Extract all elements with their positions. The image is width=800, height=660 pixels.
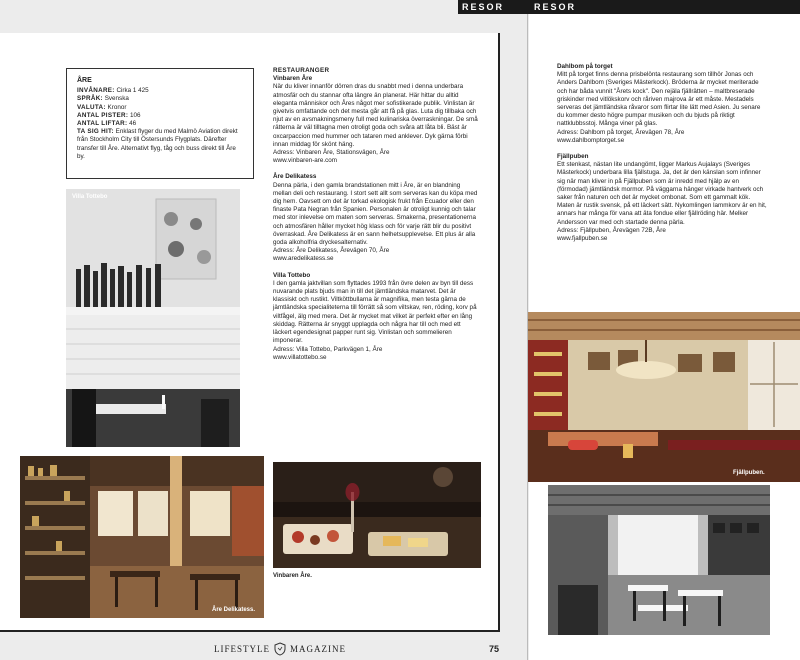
- heading-delikatess: Åre Delikatess: [273, 173, 317, 181]
- fjallpuben-image: [528, 312, 800, 482]
- link-delikatess[interactable]: www.aredelikatess.se: [273, 255, 334, 263]
- fact-row: INVÅNARE: Cirka 1 425: [77, 87, 149, 95]
- link-vinbaren[interactable]: www.vinbaren-are.com: [273, 157, 338, 165]
- page-border-right: [498, 33, 500, 632]
- restaurants-column-middle: [273, 67, 478, 362]
- section-tab-right: RESOR: [530, 0, 800, 14]
- magazine-name-right: MAGAZINE: [290, 644, 346, 654]
- section-tab-left: RESOR: [458, 0, 530, 14]
- heading-dahlbom: Dahlbom på torget: [557, 63, 613, 70]
- photo-villa-tottebo: [66, 189, 240, 447]
- crest-icon: [274, 642, 286, 656]
- caption-are-delikatess: Åre Delikatess.: [212, 607, 256, 613]
- address-dahlbom: Adress: Dahlbom på torget, Årevägen 78, Åre: [557, 128, 685, 136]
- fjallpuben-interior-image: [548, 485, 770, 635]
- body-delikatess: Denna pärla, i den gamla brandstationen mitt i Åre, är en blandning mellan deli och restaurang. I stort sett allt som serveras kan du köpa med dig hem. Oavsett om det är torkad ekologisk frukt från Ecuador eller den finaste Pata Negran från Spanien. Personalen är otroligt kunnig och talar med stor inlevelse om maten som serveras. Smakerna, presentationerna och atmosfären håller mycket hög klass och för varje rätt blir du positivt överraskad. Åre Delikatess är en sann helhetsupplevelse. Ett plus är alla goda alkoholfria dryckesalternativ.: [273, 181, 478, 247]
- photo-are-delikatess: [20, 456, 264, 618]
- heading-fjallpuben: Fjällpuben: [557, 153, 589, 161]
- body-dahlbom: Mitt på torget finns denna prisbelönta restaurang som tillhör Jonas och Anders Dahlbom (Sveriges Mästerkock). Bröderna är mycket meriterade och har båda vunnit "Årets kock". Den rejäla fjällrätten – maltbreserade griskinder med vitlökskorv och råriven majrova är ett måste. Mestadels serveras det jämtländska råvaror som flirtar lite lätt med Asien. Ju senare du kommer desto högre pumpar musiken och du bjuds på riktigt nattklubbsstoj. Många viner på glas.: [557, 71, 761, 128]
- caption-villa-tottebo: Villa Tottebo: [72, 194, 108, 200]
- fact-row: SPRÅK: Svenska: [77, 95, 129, 103]
- photo-fjallpuben-interior: [548, 485, 770, 635]
- body-vinbaren: När du kliver innanför dörren dras du snabbt med i denna underbara atmosfär och du stannar ofta längre än planerat. Här hittar du alltid eleganta människor och Åres något mer sofistikerade publik. Vinlistan är givetvis omfattande och det mesta går att få på glas. Luta dig tillbaka och njut av en avsmakningsmeny full med kulinariska överraskningar. De små rätterna är väl tilltagna men otroligt goda och svåra att låta bli. Bäst är oxcarpaccion med hummer och tataren med anklever. Dyk gärna förbi innan middag för skönt häng.: [273, 83, 478, 148]
- body-tottebo: I den gamla jaktvillan som flyttades 1993 från övre delen av byn till dess nuvarande plats bjuds man in till det jämtländska matarvet. Det är klassiskt och rustikt. Viltköttbullarna är magnifika, men testa gärna de jämtländska specialiteterna till förrätt så som viltskav, ren, röding, korv på viltfågel, älg med mera. Det är mycket mat vilket är perfekt efter en lång skiddag. Rätterna är snyggt upplagda och några har till och med ett läckert egendesignat papper runt sig. Vinlistan och sommelieren imponerar.: [273, 279, 477, 345]
- photo-fjallpuben: [528, 312, 800, 482]
- address-fjallpuben: Adress: Fjällpuben, Årevägen 72B, Åre: [557, 226, 666, 234]
- fact-row: ANTAL LIFTAR: 46: [77, 120, 137, 128]
- body-fjallpuben: Ett stenkast, nästan lite undangömt, ligger Markus Aujalays (Sveriges Mästerkock) underbara lilla fjällstuga. Ja, det är den känslan som infinner sig när man kliver in på Fjällpuben som är inredd med hjälp av en (förmodad) jämtländsk mormor. På väggarna hänger virkade hantverk och saker från naturen och det är mycket ombonat. Som ett gammalt kök. Maten är rustik svensk, på ett läckert sätt. Nykomlingen lammkorv är en hit, annars har många för vana att äta fondue eller fjällröding här. Melker Andersson var med och startade denna pärla.: [557, 161, 767, 226]
- address-delikatess: Adress: Åre Delikatess, Årevägen 70, Åre: [273, 247, 390, 255]
- fact-row: VALUTA: Kronor: [77, 103, 127, 111]
- page-number: 75: [489, 644, 500, 654]
- fact-row: ANTAL PISTER: 106: [77, 111, 141, 119]
- magazine-footer: [214, 642, 346, 656]
- caption-vinbaren: Vinbaren Åre.: [273, 573, 312, 579]
- heading-vinbaren: Vinbaren Åre: [273, 75, 313, 83]
- page-border-bottom: [0, 630, 500, 632]
- restaurants-column-right: [557, 63, 767, 243]
- caption-fjallpuben: Fjällpuben.: [733, 470, 765, 476]
- heading-tottebo: Villa Tottebo: [273, 271, 311, 279]
- address-vinbaren: Adress: Vinbaren Åre, Stationsvägen, Åre: [273, 149, 390, 157]
- link-fjallpuben[interactable]: www.fjallpuben.se: [557, 235, 608, 243]
- villa-tottebo-image: [66, 189, 240, 447]
- link-dahlbom[interactable]: www.dahlbomptorget.se: [557, 136, 625, 144]
- photo-vinbaren: [273, 462, 481, 568]
- magazine-name-left: LIFESTYLE: [214, 644, 270, 654]
- fact-row: TA SIG HIT: Enklast flyger du med Malmö Aviation direkt från Stockholm City till Östersunds Flygplats. Därefter transfer till Åre. Alternativt flyg, tåg och buss direkt till Åre by.: [77, 128, 238, 160]
- section-heading: RESTAURANGER: [273, 67, 330, 74]
- vinbaren-image: [273, 462, 481, 568]
- address-tottebo: Adress: Villa Tottebo, Parkvägen 1, Åre: [273, 345, 383, 353]
- fact-box-title: ÅRE: [77, 77, 92, 84]
- are-delikatess-image: [20, 456, 264, 618]
- fact-box: [66, 68, 254, 179]
- link-tottebo[interactable]: www.villatottebo.se: [273, 353, 327, 361]
